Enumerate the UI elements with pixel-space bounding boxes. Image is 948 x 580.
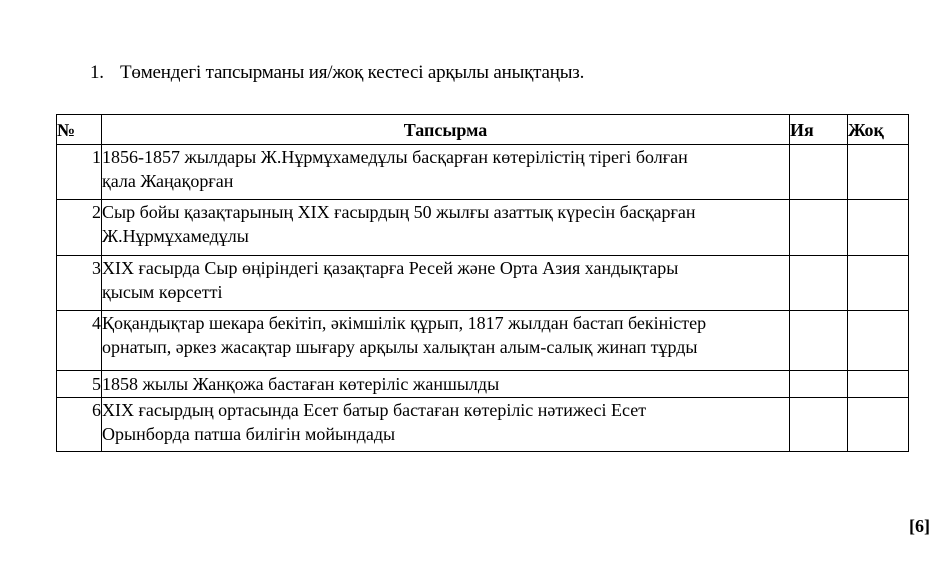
row-number: 5 [57, 371, 102, 398]
row-task [102, 311, 790, 371]
yes-no-table [56, 114, 909, 452]
header-number: № [57, 115, 102, 145]
header-no: Жоқ [848, 115, 909, 145]
yes-cell[interactable] [790, 256, 848, 311]
row-task-line: Ж.Нұрмұхамедұлы [102, 226, 249, 246]
yes-cell[interactable] [790, 311, 848, 371]
no-cell[interactable] [848, 256, 909, 311]
header-task: Тапсырма [102, 115, 790, 145]
row-task [102, 200, 790, 256]
no-cell[interactable] [848, 371, 909, 398]
row-task-line: Сыр бойы қазақтарының XIX ғасырдың 50 жылғы азаттық күресін басқарған [102, 202, 696, 222]
row-task-line: Орынборда патша билігін мойындады [102, 424, 396, 444]
table-row [57, 200, 909, 256]
row-number: 6 [57, 398, 102, 452]
row-task-line: XIX ғасырдың ортасында Есет батыр бастаған көтеріліс нәтижесі Есет [102, 400, 647, 420]
row-task-line: XIX ғасырда Сыр өңіріндегі қазақтарға Ресей және Орта Азия хандықтары [102, 258, 679, 278]
row-task [102, 371, 790, 398]
table-row [57, 256, 909, 311]
row-number: 3 [57, 256, 102, 311]
no-cell[interactable] [848, 200, 909, 256]
row-task [102, 256, 790, 311]
yes-cell[interactable] [790, 200, 848, 256]
yes-cell[interactable] [790, 371, 848, 398]
row-task [102, 398, 790, 452]
table-row [57, 398, 909, 452]
header-yes: Ия [790, 115, 848, 145]
row-number: 1 [57, 145, 102, 200]
table-header-row [57, 115, 909, 145]
row-task-line: Қоқандықтар шекара бекітіп, әкімшілік құрып, 1817 жылдан бастап бекіністер [102, 313, 707, 333]
no-cell[interactable] [848, 398, 909, 452]
row-task [102, 145, 790, 200]
row-number: 4 [57, 311, 102, 371]
no-cell[interactable] [848, 145, 909, 200]
task-instruction [90, 62, 584, 84]
row-task-line: 1858 жылы Жанқожа бастаған көтеріліс жаншылды [102, 374, 500, 394]
cut-off-next-line [88, 546, 408, 552]
table-row [57, 371, 909, 398]
row-task-line: 1856-1857 жылдары Ж.Нұрмұхамедұлы басқарған көтерілістің тірегі болған [102, 147, 688, 167]
score-marks: [6] [909, 516, 930, 536]
yes-cell[interactable] [790, 398, 848, 452]
row-task-line: орнатып, әркез жасақтар шығару арқылы халықтан алым-салық жинап тұрды [102, 337, 698, 357]
yes-cell[interactable] [790, 145, 848, 200]
table-row [57, 311, 909, 371]
row-number: 2 [57, 200, 102, 256]
task-instruction-text: Төмендегі тапсырманы ия/жоқ кестесі арқылы анықтаңыз. [120, 62, 585, 83]
task-number: 1. [90, 62, 104, 83]
row-task-line: қысым көрсетті [102, 282, 223, 302]
no-cell[interactable] [848, 311, 909, 371]
table-row [57, 145, 909, 200]
row-task-line: қала Жаңақорған [102, 171, 234, 191]
